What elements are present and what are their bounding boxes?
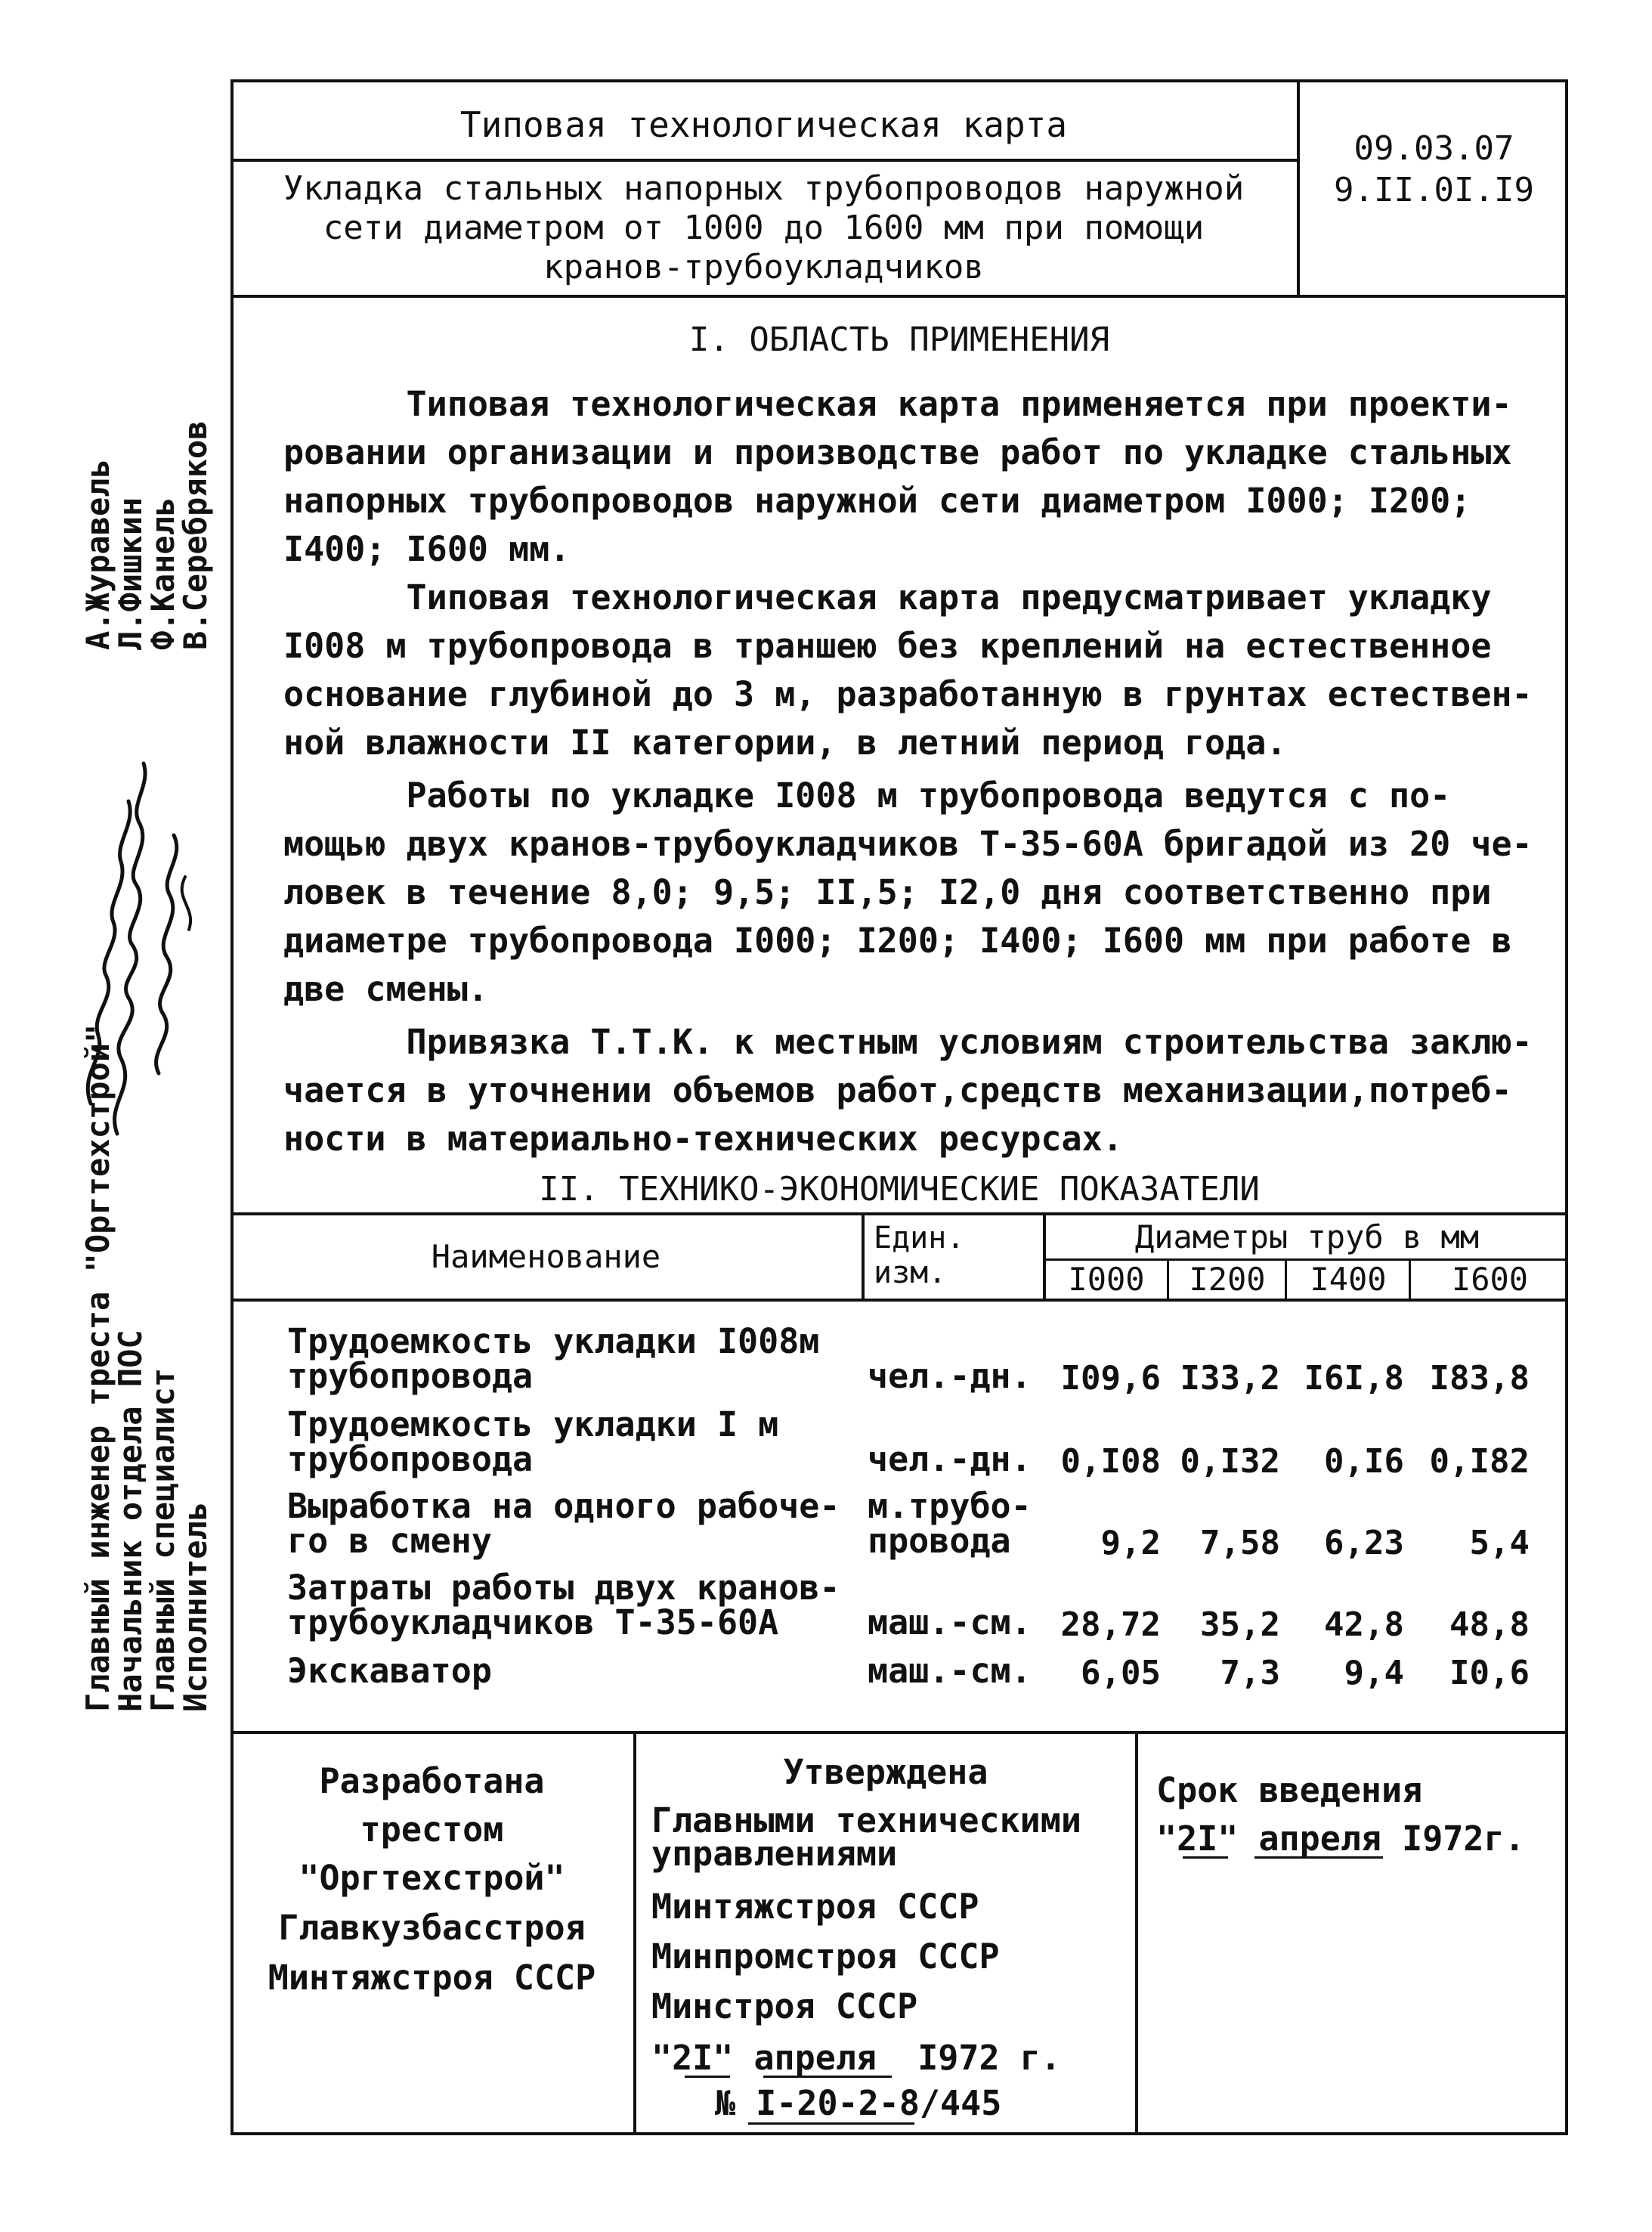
section1-line: Привязка Т.Т.К. к местным условиям строительства заклю- <box>283 1022 1533 1062</box>
approved-line: Минстроя СССР <box>651 1986 918 2026</box>
section1-line: мощью двух кранов-трубоукладчиков Т-35-60А бригадой из 20 че- <box>283 824 1533 864</box>
diameter-header-1400: I400 <box>1310 1261 1387 1298</box>
card-title: Типовая технологическая карта <box>459 104 1068 145</box>
row-name-line: Трудоемкость укладки I008м <box>287 1321 820 1361</box>
signatures-image <box>45 680 212 1149</box>
row-value: I83,8 <box>1429 1359 1530 1398</box>
developed-line: Минтяжстроя СССР <box>268 1958 596 1998</box>
section1-line: Типовая технологическая карта предусматривает укладку <box>283 577 1492 618</box>
row-value: 6,05 <box>1081 1654 1161 1692</box>
section1-line: напорных трубопроводов наружной сети диаметром I000; I200; <box>283 481 1471 521</box>
row-name-line: го в смену <box>287 1521 492 1561</box>
table-col-divider <box>1409 1258 1411 1299</box>
row-value: 9,2 <box>1100 1524 1161 1562</box>
side-name: А.Журавель <box>79 459 116 650</box>
table-header-unit-line2: изм. <box>874 1255 947 1290</box>
side-role: Главный специалист <box>144 1367 181 1712</box>
number-underline <box>748 2122 914 2125</box>
approved-date: "2I" апреля I972 г. <box>651 2038 1061 2078</box>
title-divider <box>230 159 1300 162</box>
row-unit-line: м.трубо- <box>868 1486 1032 1526</box>
footer-top-rule <box>230 1731 1568 1734</box>
row-value: 0,I32 <box>1180 1442 1280 1481</box>
footer-divider <box>633 1731 636 2135</box>
row-unit: маш.-см. <box>868 1602 1032 1642</box>
row-value: I33,2 <box>1180 1359 1280 1398</box>
approved-line: Главными техническими <box>651 1800 1081 1840</box>
row-value: 0,I08 <box>1060 1442 1161 1481</box>
row-name-line: Выработка на одного рабоче- <box>287 1486 840 1526</box>
date-underline <box>763 2076 892 2078</box>
developed-line: Главкузбасстроя <box>278 1908 586 1948</box>
approved-line: Минпромстроя СССР <box>651 1936 1000 1977</box>
section1-line: основание глубиной до 3 м, разработанную в грунтах естествен- <box>283 674 1533 714</box>
row-value: 7,58 <box>1200 1524 1280 1562</box>
row-value: 48,8 <box>1449 1605 1530 1644</box>
row-unit: чел.-дн. <box>868 1439 1032 1479</box>
row-unit: маш.-см. <box>868 1651 1032 1691</box>
section1-line: I008 м трубопровода в траншею без креплений на естественное <box>283 626 1492 666</box>
side-name: В.Серебряков <box>177 420 214 650</box>
row-name-line: Трудоемкость укладки I м <box>287 1404 779 1444</box>
section1-line: I400; I600 мм. <box>283 529 571 569</box>
side-role: Начальник отдела ПОС <box>112 1330 149 1712</box>
side-role: Главный инженер треста "Оргтехстрой" <box>79 1023 116 1712</box>
row-value: 0,I82 <box>1429 1442 1530 1481</box>
card-subtitle-line1: Укладка стальных напорных трубопроводов наружной <box>283 169 1245 208</box>
section1-line: ности в материально-технических ресурсах. <box>283 1119 1123 1159</box>
card-subtitle-line2: сети диаметром от 1000 до 1600 мм при помощи <box>323 209 1205 247</box>
section1-line: диаметре трубопровода I000; I200; I400; I600 мм при работе в <box>283 921 1512 961</box>
approved-line: управлениями <box>651 1834 898 1874</box>
table-col-divider <box>1285 1258 1287 1299</box>
term-title: Срок введения <box>1156 1770 1423 1810</box>
diameter-header-1600: I600 <box>1451 1261 1529 1298</box>
code-number-2: 9.II.0I.I9 <box>1334 171 1534 209</box>
row-value: 5,4 <box>1469 1524 1530 1562</box>
approved-line: Минтяжстроя СССР <box>651 1887 979 1927</box>
row-name-line: Затраты работы двух кранов- <box>287 1568 840 1608</box>
row-name-line: трубопровода <box>287 1356 534 1396</box>
diameter-header-1000: I000 <box>1068 1261 1145 1298</box>
header-divider <box>230 295 1568 298</box>
section2-heading: II. ТЕХНИКО-ЭКОНОМИЧЕСКИЕ ПОКАЗАТЕЛИ <box>539 1170 1260 1209</box>
section1-line: ровании организации и производстве работ по укладке стальных <box>283 432 1512 472</box>
diameter-header-1200: I200 <box>1189 1261 1266 1298</box>
section1-line: Типовая технологическая карта применяется при проекти- <box>283 384 1512 424</box>
approved-title: Утверждена <box>783 1752 988 1792</box>
section1-line: две смены. <box>283 969 488 1009</box>
row-value: I6I,8 <box>1304 1359 1404 1398</box>
developed-line: трестом <box>360 1809 504 1850</box>
term-underline <box>1254 1856 1383 1859</box>
row-value: 42,8 <box>1324 1605 1404 1644</box>
table-header-name: Наименование <box>431 1238 661 1275</box>
section1-heading: I. ОБЛАСТЬ ПРИМЕНЕНИЯ <box>688 320 1110 359</box>
developed-line: Разработана <box>319 1761 545 1801</box>
row-name-line: Экскаватор <box>287 1651 492 1691</box>
row-value: 9,4 <box>1344 1654 1404 1692</box>
table-top-rule <box>230 1212 1568 1215</box>
side-role: Исполнитель <box>177 1501 214 1712</box>
card-subtitle-line3: кранов-трубоукладчиков <box>543 248 984 286</box>
row-value: 6,23 <box>1324 1524 1404 1562</box>
row-value: I0,6 <box>1449 1654 1530 1692</box>
row-value: 28,72 <box>1060 1605 1161 1644</box>
row-unit-line: провода <box>868 1521 1011 1561</box>
approval-number: № I-20-2-8/445 <box>715 2083 1002 2123</box>
date-underline <box>685 2076 730 2078</box>
section1-line: Работы по укладке I008 м трубопровода ведутся с по- <box>283 775 1451 816</box>
side-name: Л.Фишкин <box>112 497 149 650</box>
side-name: Ф.Канель <box>144 497 181 650</box>
row-value: 35,2 <box>1200 1605 1280 1644</box>
section1-line: чается в уточнении объемов работ,средств механизации,потреб- <box>283 1070 1512 1110</box>
section1-line: ловек в течение 8,0; 9,5; II,5; I2,0 дня соответственно при <box>283 872 1492 912</box>
term-underline <box>1183 1856 1228 1859</box>
table-header-rule <box>230 1299 1568 1302</box>
table-col-divider <box>862 1212 865 1299</box>
table-header-diameters: Диаметры труб в мм <box>1134 1218 1480 1255</box>
term-date: "2I" апреля I972г. <box>1156 1819 1525 1859</box>
row-name-line: трубопровода <box>287 1439 534 1479</box>
row-value: I09,6 <box>1060 1359 1161 1398</box>
row-name-line: трубоукладчиков Т-35-60А <box>287 1602 779 1642</box>
footer-divider <box>1135 1731 1138 2135</box>
row-value: 0,I6 <box>1324 1442 1404 1481</box>
code-number-1: 09.03.07 <box>1353 129 1514 168</box>
row-unit: чел.-дн. <box>868 1356 1032 1396</box>
section1-line: ной влажности II категории, в летний период года. <box>283 723 1287 763</box>
developed-line: "Оргтехстрой" <box>299 1858 565 1898</box>
table-col-divider <box>1167 1258 1169 1299</box>
table-header-unit-line1: Един. <box>874 1221 965 1255</box>
row-value: 7,3 <box>1220 1654 1280 1692</box>
